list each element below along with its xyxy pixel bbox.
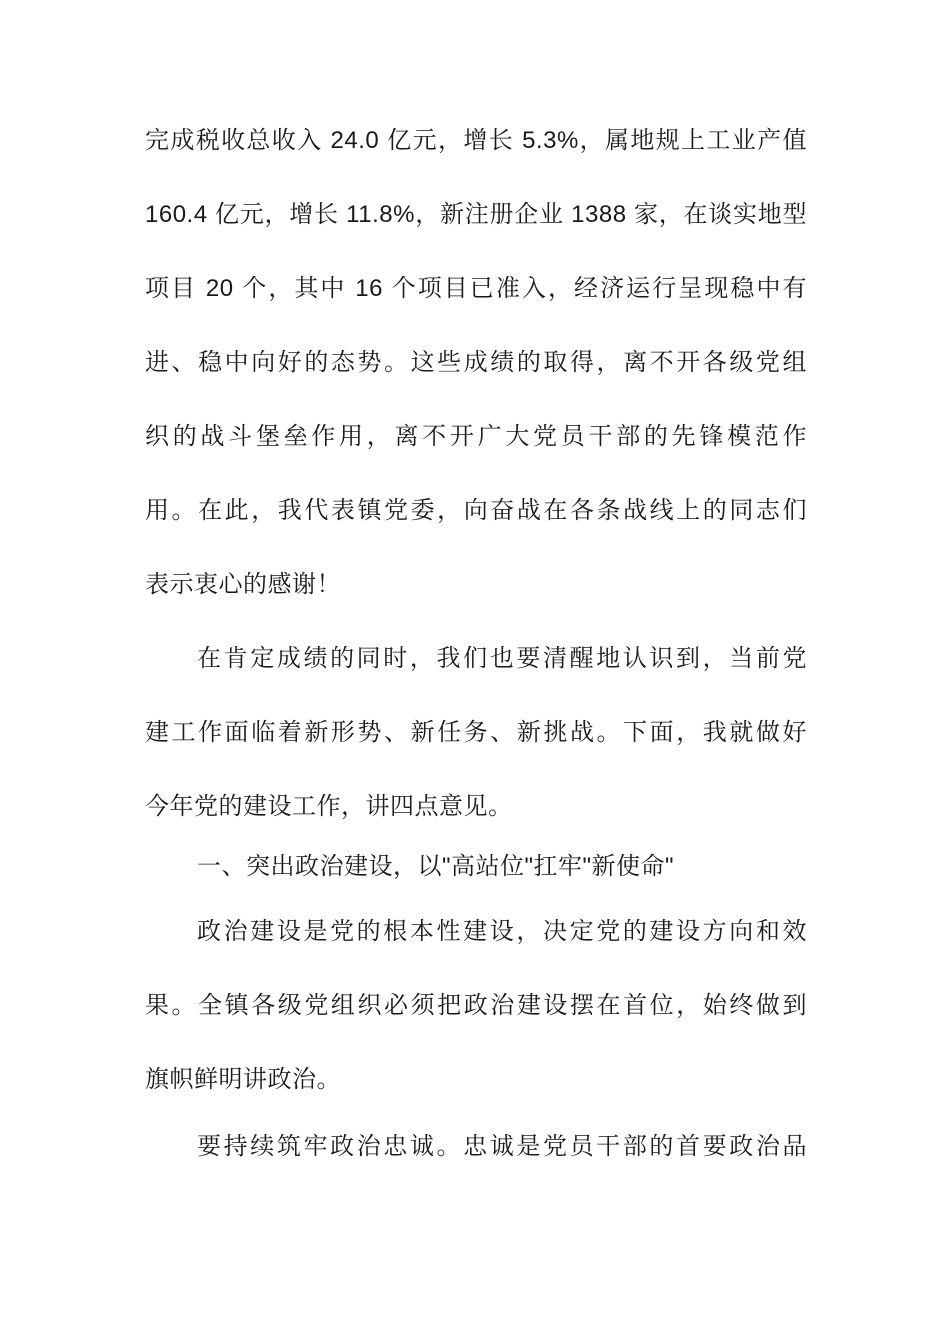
paragraph-continuing xyxy=(145,1110,807,1184)
paragraph-continued xyxy=(145,104,807,622)
section-heading xyxy=(145,830,807,904)
document-line: 进、稳中向好的态势。这些成绩的取得，离不开各级党组 xyxy=(145,349,807,376)
document-line: 今年党的建设工作，讲四点意见。 xyxy=(145,793,513,820)
document-line: 项目 20 个，其中 16 个项目已准入，经济运行呈现稳中有 xyxy=(145,275,807,302)
document-line: 要持续筑牢政治忠诚。忠诚是党员干部的首要政治品 xyxy=(197,1133,807,1160)
document-line: 织的战斗堡垒作用，离不开广大党员干部的先锋模范作 xyxy=(145,423,807,450)
document-line: 在肯定成绩的同时，我们也要清醒地认识到，当前党 xyxy=(197,645,807,672)
document-line: 建工作面临着新形势、新任务、新挑战。下面，我就做好 xyxy=(145,719,807,746)
document-line: 表示衷心的感谢！ xyxy=(145,571,341,598)
document-line: 果。全镇各级党组织必须把政治建设摆在首位，始终做到 xyxy=(145,992,807,1019)
document-line: 政治建设是党的根本性建设，决定党的建设方向和效 xyxy=(197,918,807,945)
document-line: 完成税收总收入 24.0 亿元，增长 5.3%，属地规上工业产值 xyxy=(145,127,807,154)
paragraph xyxy=(145,895,807,1117)
paragraph xyxy=(145,622,807,844)
document-line: 160.4 亿元，增长 11.8%，新注册企业 1388 家，在谈实地型 xyxy=(145,201,807,228)
document-line: 旗帜鲜明讲政治。 xyxy=(145,1066,341,1093)
section-heading-line: 一、突出政治建设，以"高站位"扛牢"新使命" xyxy=(197,853,675,880)
document-line: 用。在此，我代表镇党委，向奋战在各条战线上的同志们 xyxy=(145,497,807,524)
